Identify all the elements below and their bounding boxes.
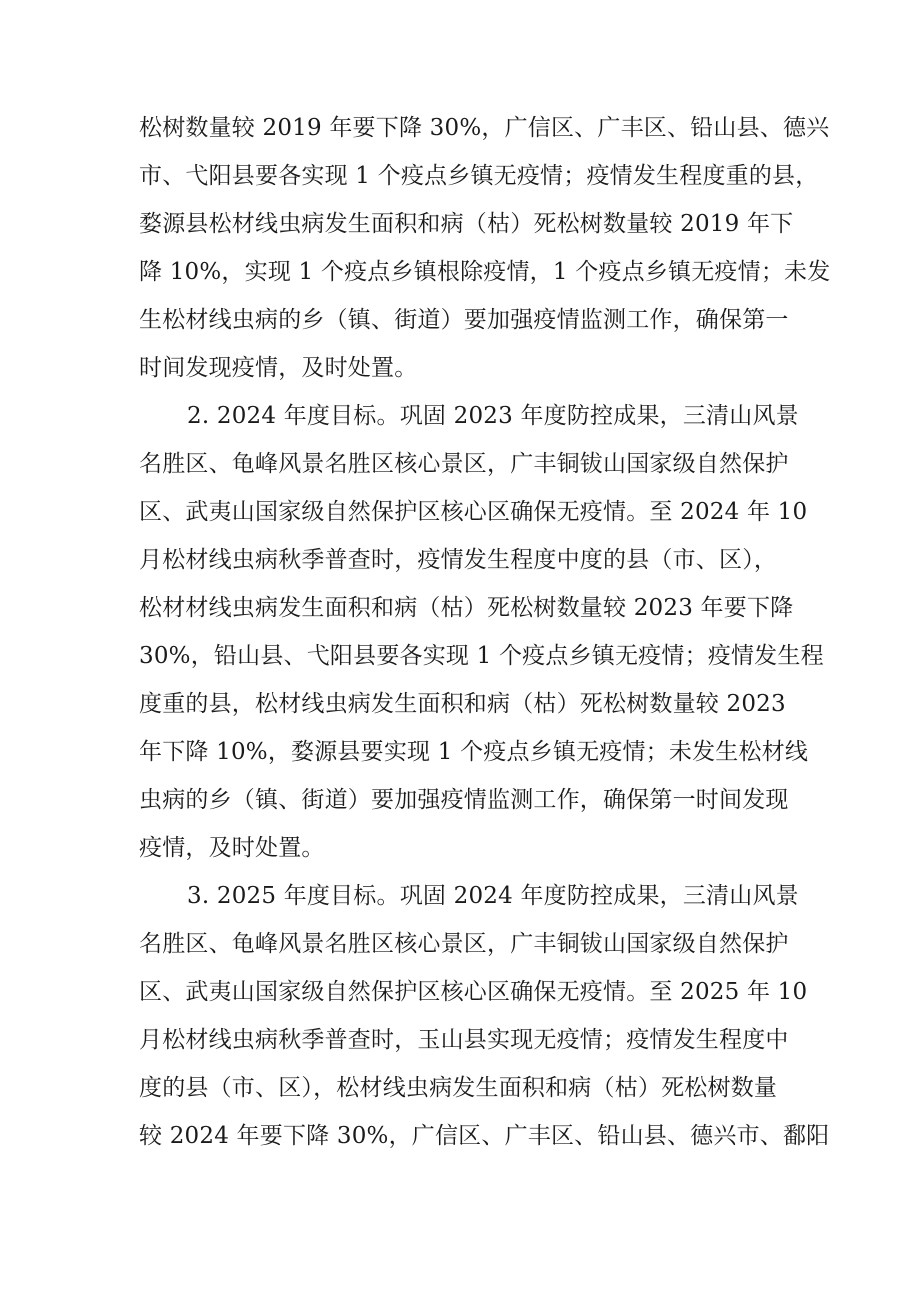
text-line: 疫情，及时处置。 — [139, 835, 325, 861]
text-line: 松材材线虫病发生面积和病（枯）死松树数量较 2023 年要下降 — [139, 595, 794, 621]
text-line: 度的县（市、区），松材线虫病发生面积和病（枯）死松树数量 — [139, 1075, 778, 1101]
paragraph-start-line: 3. 2025 年度目标。巩固 2024 年度防控成果，三清山风景 — [187, 883, 799, 909]
text-line: 度重的县，松材线虫病发生面积和病（枯）死松树数量较 2023 — [139, 691, 786, 717]
text-line: 名胜区、龟峰风景名胜区核心景区，广丰铜钹山国家级自然保护 — [139, 451, 789, 477]
text-line: 30%，铅山县、弋阳县要各实现 1 个疫点乡镇无疫情；疫情发生程 — [139, 643, 824, 669]
text-line: 区、武夷山国家级自然保护区核心区确保无疫情。至 2025 年 10 — [139, 979, 808, 1005]
text-line: 婺源县松材线虫病发生面积和病（枯）死松树数量较 2019 年下 — [139, 211, 794, 237]
text-line: 虫病的乡（镇、街道）要加强疫情监测工作，确保第一时间发现 — [139, 787, 789, 813]
text-line: 月松材线虫病秋季普查时，疫情发生程度中度的县（市、区）， — [139, 547, 778, 573]
text-line: 松树数量较 2019 年要下降 30%，广信区、广丰区、铅山县、德兴 — [139, 115, 830, 141]
text-line: 较 2024 年要下降 30%，广信区、广丰区、铅山县、德兴市、鄱阳 — [139, 1123, 830, 1149]
text-line: 年下降 10%，婺源县要实现 1 个疫点乡镇无疫情；未发生松材线 — [139, 739, 809, 765]
text-line: 区、武夷山国家级自然保护区核心区确保无疫情。至 2024 年 10 — [139, 499, 808, 525]
paragraph-start-line: 2. 2024 年度目标。巩固 2023 年度防控成果，三清山风景 — [187, 403, 799, 429]
text-line: 降 10%，实现 1 个疫点乡镇根除疫情，1 个疫点乡镇无疫情；未发 — [139, 259, 831, 285]
text-line: 市、弋阳县要各实现 1 个疫点乡镇无疫情；疫情发生程度重的县， — [139, 163, 819, 189]
text-line: 名胜区、龟峰风景名胜区核心景区，广丰铜钹山国家级自然保护 — [139, 931, 789, 957]
text-line: 月松材线虫病秋季普查时，玉山县实现无疫情；疫情发生程度中 — [139, 1027, 789, 1053]
text-line: 时间发现疫情，及时处置。 — [139, 355, 418, 381]
text-line: 生松材线虫病的乡（镇、街道）要加强疫情监测工作，确保第一 — [139, 307, 789, 333]
